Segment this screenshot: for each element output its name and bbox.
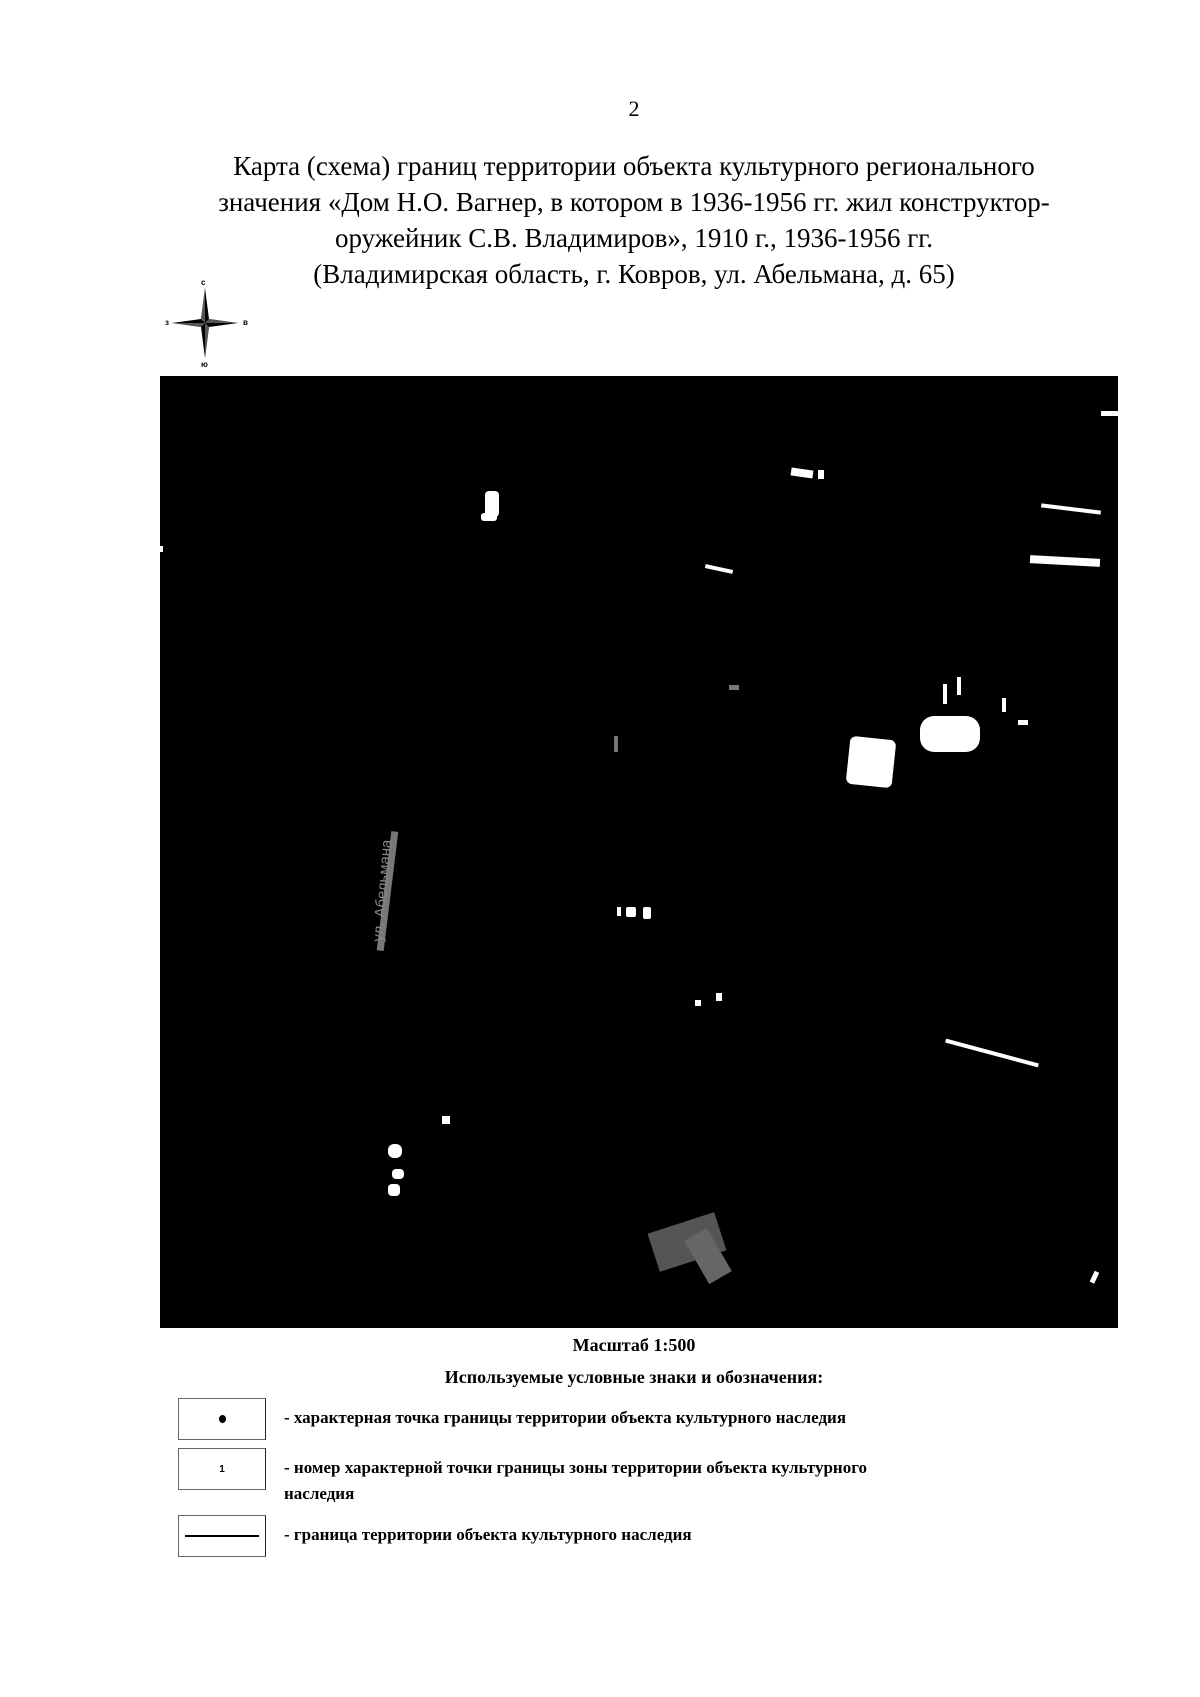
legend-title: Используемые условные знаки и обозначения:	[444, 1367, 824, 1387]
compass-star-icon	[160, 278, 250, 368]
legend-item-number	[178, 1448, 998, 1507]
legend-symbol-box	[178, 1398, 266, 1440]
dot-icon	[219, 1415, 226, 1423]
line-icon	[185, 1535, 259, 1537]
compass-west-label: з	[165, 318, 169, 327]
title-line-4: (Владимирская область, г. Ковров, ул. Абельмана, д. 65)	[313, 259, 955, 289]
legend	[178, 1398, 998, 1557]
legend-item-text: - характерная точка границы территории объекта культурного наследия	[284, 1408, 847, 1427]
map-image	[160, 376, 1118, 1328]
legend-item-boundary	[178, 1515, 998, 1557]
map-scale: Масштаб 1:500	[572, 1335, 696, 1355]
title-line-3: оружейник С.В. Владимиров», 1910 г., 1936-1956 гг.	[334, 223, 934, 253]
title-line-1: Карта (схема) границ территории объекта культурного регионального	[233, 151, 1035, 181]
title-line-2: значения «Дом Н.О. Вагнер, в котором в 1936-1956 гг. жил конструктор-	[218, 187, 1050, 217]
compass-north-label: с	[201, 278, 206, 287]
map-street-label: ул. Абельмана	[369, 838, 396, 943]
legend-item-point	[178, 1398, 998, 1440]
legend-item-text: - граница территории объекта культурного наследия	[284, 1525, 692, 1544]
compass-rose-icon	[160, 278, 250, 368]
legend-symbol-box	[178, 1448, 266, 1490]
page-number: 2	[628, 96, 640, 121]
legend-symbol-box	[178, 1515, 266, 1557]
page-title	[120, 148, 1148, 292]
point-number-sample: 1	[219, 1463, 225, 1475]
compass-south-label: ю	[201, 360, 208, 369]
compass-east-label: в	[243, 318, 248, 327]
legend-item-text: - номер характерной точки границы зоны территории объекта культурного наследия	[284, 1458, 868, 1503]
